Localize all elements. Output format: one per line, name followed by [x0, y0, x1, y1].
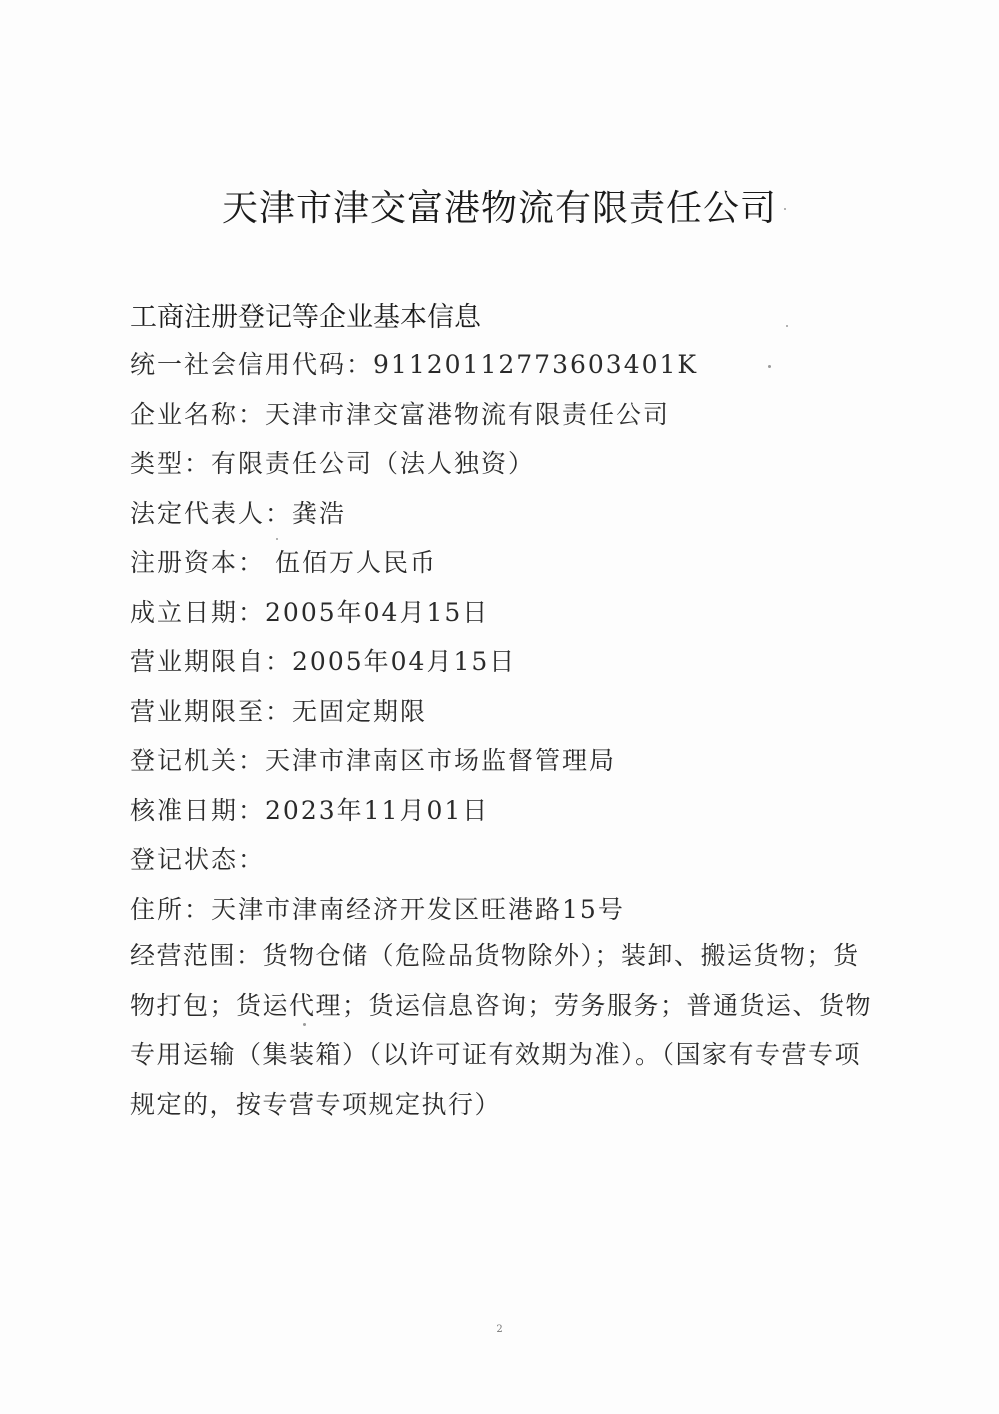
field-label: 企业名称：	[130, 399, 266, 429]
business-scope	[130, 931, 880, 1129]
company-title: 天津市津交富港物流有限责任公司	[221, 188, 777, 229]
legal-representative-row	[130, 489, 890, 539]
scan-speck	[784, 208, 786, 210]
registration-authority-row	[130, 736, 890, 786]
field-value: 天津市津南区市场监督管理局	[265, 746, 617, 775]
field-label: 统一社会信用代码：	[130, 350, 374, 379]
approval-date-row	[130, 786, 890, 836]
business-scope-value: 货物仓储（危险品货物除外）；装卸、搬运货物；货物打包；货运代理；货运信息咨询；劳务服务；普通货运、货物专用运输（集装箱）（以许可证有效期为准）。（国家有专营专项规定的，按专营专项规定执行）	[130, 941, 873, 1119]
field-value: 无固定期限	[292, 696, 428, 726]
field-label: 住所：	[130, 894, 212, 924]
field-value: 2005年04月15日	[265, 597, 490, 627]
scan-speck	[768, 365, 771, 368]
registered-capital-row	[130, 538, 890, 588]
field-label: 注册资本：	[130, 548, 266, 577]
scan-speck	[276, 538, 278, 540]
business-term-end-row	[130, 687, 890, 737]
field-label: 类型：	[130, 449, 212, 478]
section-heading: 工商注册登记等企业基本信息	[130, 302, 481, 333]
field-value: 伍佰万人民币	[265, 548, 437, 577]
field-value: 龚浩	[292, 498, 347, 528]
field-value: 天津市津南经济开发区旺港路15号	[211, 894, 625, 924]
business-term-start-row	[130, 637, 890, 687]
established-date-row	[130, 588, 890, 638]
company-type-row	[130, 439, 890, 489]
field-label: 成立日期：	[130, 597, 266, 627]
credit-code-row	[130, 340, 890, 390]
company-name-row	[130, 390, 890, 440]
field-label: 营业期限自：	[130, 647, 293, 676]
field-label: 登记状态：	[130, 845, 266, 874]
scan-speck	[786, 325, 788, 327]
field-value: 天津市津交富港物流有限责任公司	[265, 399, 671, 429]
field-label: 法定代表人：	[130, 498, 293, 528]
page-number: 2	[496, 1324, 503, 1335]
field-label: 核准日期：	[130, 795, 266, 825]
scan-speck	[303, 1023, 306, 1026]
registration-info-list	[130, 340, 890, 934]
field-label: 营业期限至：	[130, 696, 293, 726]
business-scope-label: 经营范围：	[130, 941, 263, 970]
field-value: 有限责任公司（法人独资）	[211, 449, 536, 478]
registration-status-row	[130, 835, 890, 885]
field-value: 2005年04月15日	[292, 647, 517, 676]
address-row	[130, 885, 890, 935]
field-label: 登记机关：	[130, 746, 266, 775]
field-value: 2023年11月01日	[265, 795, 490, 825]
field-value: 91120112773603401K	[373, 350, 699, 379]
